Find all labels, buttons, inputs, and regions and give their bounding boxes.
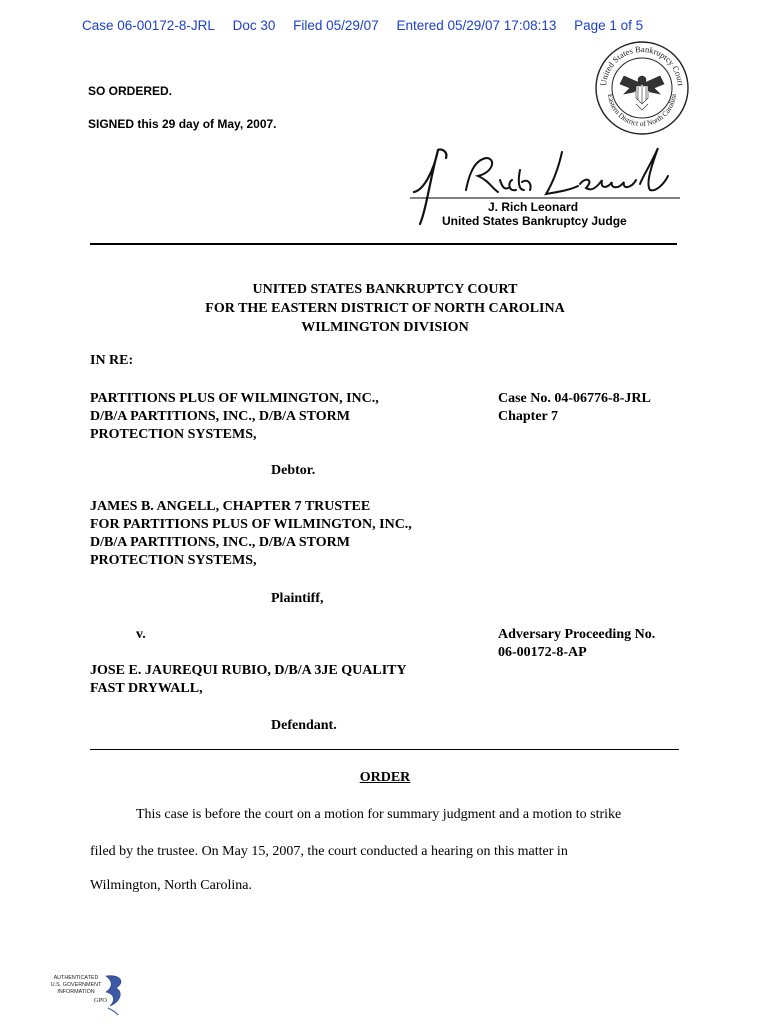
court-seal	[594, 40, 690, 136]
chapter-label: Chapter 7	[498, 409, 559, 424]
order-body-line-2: filed by the trustee. On May 15, 2007, the court conducted a hearing on this matter in	[90, 844, 568, 859]
defendant-line: JOSE E. JAUREQUI RUBIO, D/B/A 3JE QUALITY	[90, 663, 407, 678]
gpo-mark: GPO	[94, 997, 108, 1004]
court-line-2: FOR THE EASTERN DISTRICT OF NORTH CAROLINA	[205, 301, 565, 316]
court-line-1: UNITED STATES BANKRUPTCY COURT	[252, 282, 518, 297]
plaintiff-line: JAMES B. ANGELL, CHAPTER 7 TRUSTEE	[90, 499, 371, 514]
plaintiff-name	[90, 498, 412, 570]
debtor-name	[90, 390, 379, 444]
adversary-number: 06-00172-8-AP	[498, 645, 587, 660]
plaintiff-line: FOR PARTITIONS PLUS OF WILMINGTON, INC.,	[90, 517, 412, 532]
plaintiff-line: PROTECTION SYSTEMS,	[90, 553, 257, 568]
in-re-label: IN RE:	[90, 353, 134, 368]
court-line-3: WILMINGTON DIVISION	[301, 320, 469, 335]
gpo-line-1: AUTHENTICATED	[53, 975, 99, 981]
order-body-line-3: Wilmington, North Carolina.	[90, 878, 252, 893]
case-info	[498, 390, 651, 426]
gpo-authentication-logo	[46, 970, 128, 1016]
order-body-line-1: This case is before the court on a motion for summary judgment and a motion to strike	[136, 807, 622, 822]
plaintiff-label: Plaintiff,	[271, 591, 324, 606]
page-count-header: Page 1 of 5	[574, 18, 644, 33]
seal-inner-text: Eastern District of North Carolina	[606, 93, 678, 129]
gpo-line-3: INFORMATION	[57, 989, 95, 995]
adversary-info	[498, 626, 655, 662]
signed-date-text: SIGNED this 29 day of May, 2007.	[88, 117, 277, 131]
defendant-line: FAST DRYWALL,	[90, 681, 203, 696]
filed-date-header: Filed 05/29/07	[293, 18, 379, 33]
gpo-eagle-icon	[46, 970, 128, 1016]
doc-number-header: Doc 30	[232, 18, 276, 33]
so-ordered-text: SO ORDERED.	[88, 84, 173, 98]
debtor-line: PARTITIONS PLUS OF WILMINGTON, INC.,	[90, 391, 379, 406]
judge-name: J. Rich Leonard	[488, 200, 579, 214]
debtor-label: Debtor.	[271, 463, 316, 478]
adversary-label: Adversary Proceeding No.	[498, 627, 656, 642]
seal-outer-text: United States Bankruptcy Court	[597, 43, 686, 87]
caption-divider	[90, 749, 679, 750]
debtor-line: D/B/A PARTITIONS, INC., D/B/A STORM	[90, 409, 350, 424]
signature-divider	[90, 243, 677, 245]
docket-header	[82, 18, 657, 33]
court-heading	[0, 280, 770, 337]
order-title: ORDER	[359, 770, 411, 785]
versus-label: v.	[136, 627, 146, 642]
defendant-label: Defendant.	[271, 718, 337, 733]
defendant-name	[90, 662, 407, 698]
debtor-line: PROTECTION SYSTEMS,	[90, 427, 257, 442]
gpo-line-2: U.S. GOVERNMENT	[50, 982, 102, 988]
case-number-header: Case 06-00172-8-JRL	[82, 18, 215, 33]
judge-title: United States Bankruptcy Judge	[442, 214, 627, 228]
plaintiff-line: D/B/A PARTITIONS, INC., D/B/A STORM	[90, 535, 350, 550]
entered-date-header: Entered 05/29/07 17:08:13	[396, 18, 557, 33]
eagle-seal-icon	[594, 40, 690, 136]
case-number: Case No. 04-06776-8-JRL	[498, 391, 651, 406]
